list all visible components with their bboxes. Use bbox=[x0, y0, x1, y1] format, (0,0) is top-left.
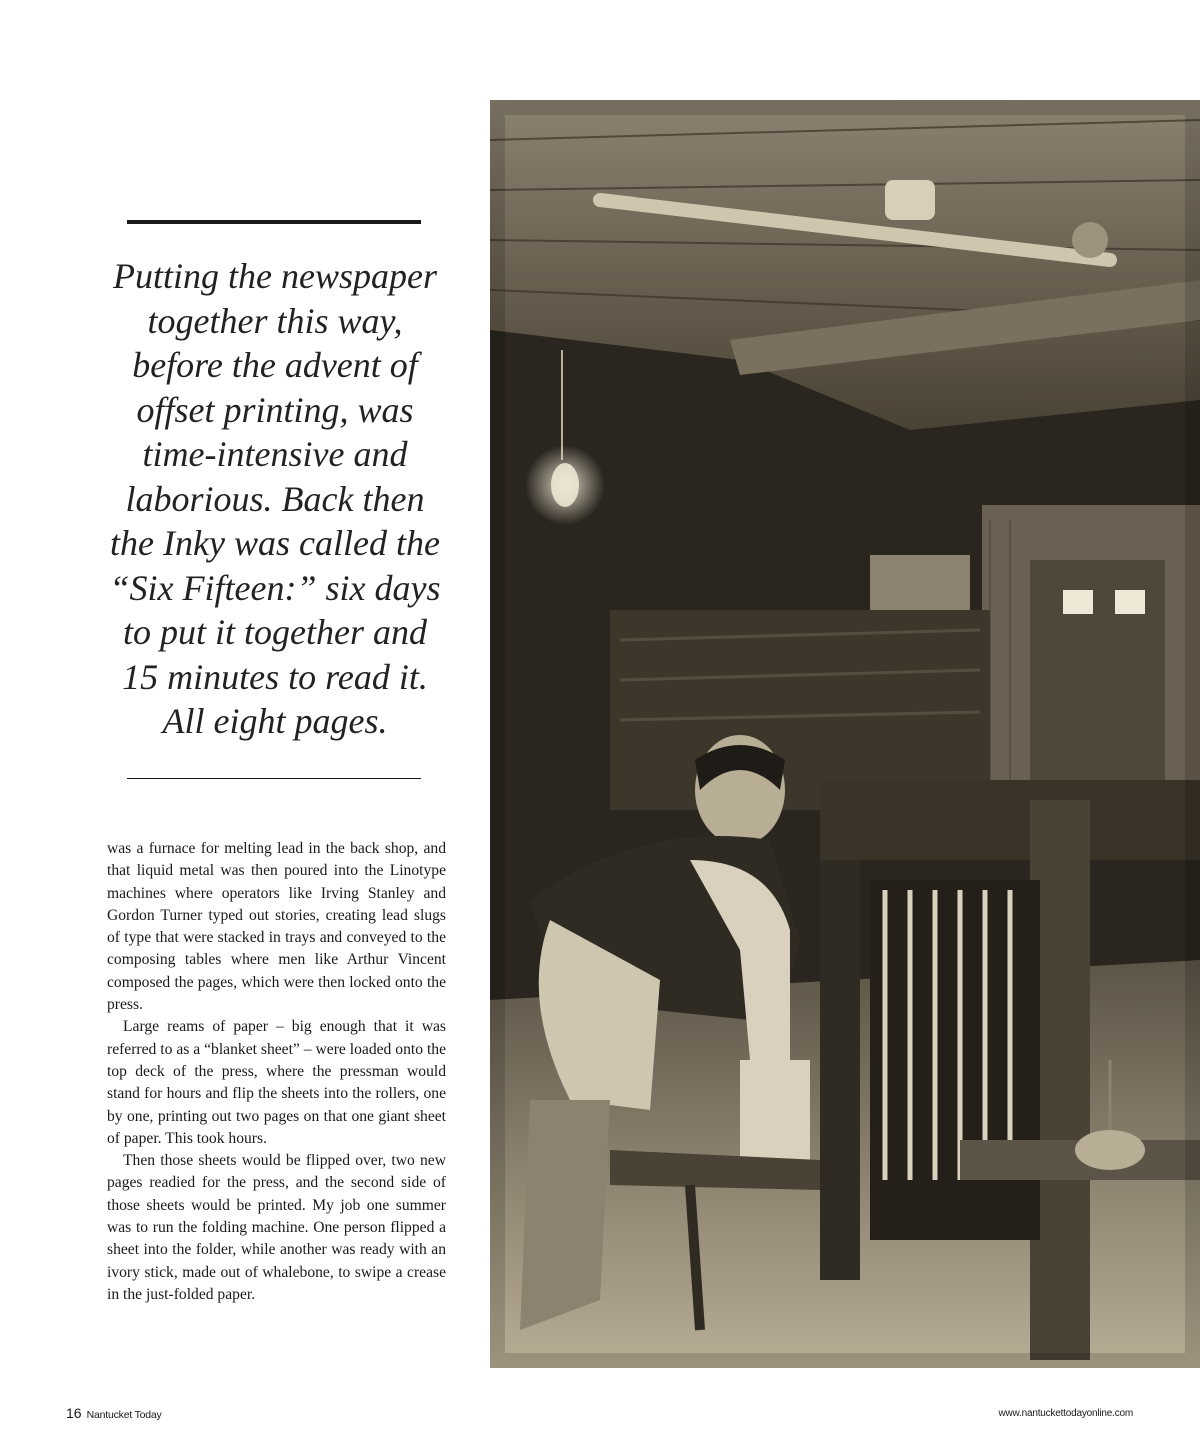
pull-quote-line: Putting the newspaper bbox=[113, 256, 437, 296]
pull-quote-line: “Six Fifteen:” six days bbox=[109, 567, 441, 608]
pull-quote bbox=[96, 254, 454, 744]
body-paragraph: Then those sheets would be flipped over, two new pages readied for the press, and the second side of those sheets would be printed. My job one summer was to run the folding machine. One person flipped a sheet into the folder, while another was ready with an ivory stick, made out of whalebone, to swipe a crease in the just-folded paper. bbox=[107, 1152, 446, 1303]
publication-name: Nantucket Today bbox=[86, 1409, 162, 1421]
pull-quote-line: 15 minutes to read it. bbox=[122, 656, 428, 697]
pull-quote-line: All eight pages. bbox=[162, 701, 388, 741]
article-body bbox=[107, 838, 446, 1306]
press-room-photo bbox=[490, 100, 1200, 1368]
body-paragraph: Large reams of paper – big enough that it was referred to as a “blanket sheet” – were loaded onto the top deck of the press, where the pressman would stand for hours and flip the sheets into the rollers, one by one, printing out two pages on that one giant sheet of paper. This took hours. bbox=[107, 1018, 446, 1147]
press-room-illustration bbox=[490, 100, 1200, 1368]
pull-quote-bottom-rule bbox=[127, 778, 421, 779]
pull-quote-line: time-intensive and bbox=[142, 434, 408, 474]
pull-quote-line: laborious. Back then bbox=[125, 478, 425, 519]
pull-quote-top-rule bbox=[127, 220, 421, 224]
pull-quote-line: to put it together and bbox=[123, 612, 427, 652]
page-number: 16 bbox=[66, 1405, 82, 1421]
pull-quote-line: offset printing, was bbox=[136, 389, 414, 430]
body-paragraph: was a furnace for melting lead in the back shop, and that liquid metal was then poured into the Linotype machines where operators like Irving Stanley and Gordon Turner typed out stories, creating lead slugs of type that were stacked in trays and conveyed to the composing tables where men like Arthur Vincent composed the pages, which were then locked onto the press. bbox=[107, 840, 446, 1014]
pull-quote-line: before the advent of bbox=[132, 345, 418, 385]
website-url[interactable]: www.nantuckettodayonline.com bbox=[998, 1408, 1133, 1419]
pull-quote-line: together this way, bbox=[147, 300, 403, 341]
pull-quote-line: the Inky was called the bbox=[110, 523, 440, 563]
page-footer-left bbox=[66, 1405, 162, 1423]
